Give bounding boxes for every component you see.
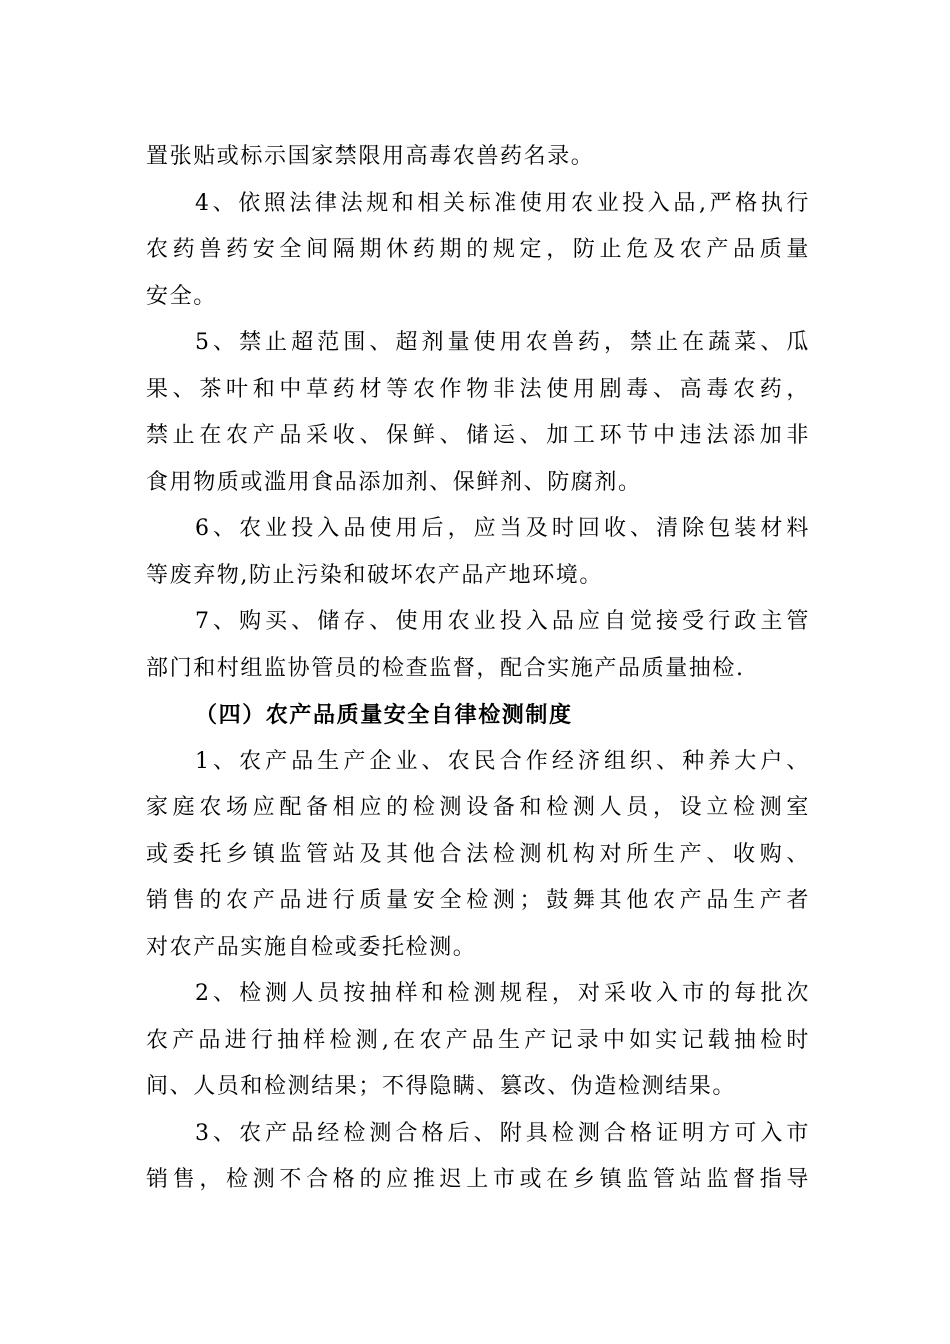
- paragraph-line: 销售的农产品进行质量安全检测；鼓舞其他农产品生产者: [146, 888, 810, 913]
- paragraph-line: 农药兽药安全间隔期休药期的规定，防止危及农产品质量: [146, 237, 810, 262]
- paragraph-line: 安全。: [146, 283, 217, 309]
- paragraph-line: 果、茶叶和中草药材等农作物非法使用剧毒、高毒农药，: [146, 376, 810, 402]
- paragraph-line: 禁止在农产品采收、保鲜、储运、加工环节中违法添加非: [146, 423, 810, 448]
- paragraph-line: 销售，检测不合格的应推迟上市或在乡镇监管站监督指导: [146, 1167, 810, 1192]
- paragraph-line: 食用物质或滥用食品添加剂、保鲜剂、防腐剂。: [146, 469, 642, 495]
- document-body: [146, 134, 810, 1204]
- paragraph-line: 6、农业投入品使用后，应当及时回收、清除包装材料: [195, 516, 810, 541]
- paragraph-line: 4、依照法律法规和相关标准使用农业投入品,严格执行: [195, 190, 810, 216]
- paragraph-line: 5、禁止超范围、超剂量使用农兽药，禁止在蔬菜、瓜: [195, 330, 810, 355]
- paragraph-line: 家庭农场应配备相应的检测设备和检测人员，设立检测室: [146, 795, 810, 820]
- paragraph-line: 置张贴或标示国家禁限用高毒农兽药名录。: [146, 144, 595, 169]
- paragraph-line: 等废弃物,防止污染和破坏农产品产地环境。: [146, 562, 603, 588]
- paragraph-line: 农产品进行抽样检测,在农产品生产记录中如实记载抽检时: [146, 1027, 810, 1053]
- paragraph-line: 3、农产品经检测合格后、附具检测合格证明方可入市: [195, 1120, 810, 1146]
- paragraph-line: 或委托乡镇监管站及其他合法检测机构对所生产、收购、: [146, 841, 810, 867]
- paragraph-line: 1、农产品生产企业、农民合作经济组织、种养大户、: [195, 748, 810, 774]
- paragraph-line: 2、检测人员按抽样和检测规程，对采收入市的每批次: [195, 981, 810, 1006]
- paragraph-line: 7、购买、储存、使用农业投入品应自觉接受行政主管: [195, 609, 810, 634]
- paragraph-line: 部门和村组监协管员的检查监督，配合实施产品质量抽检.: [146, 655, 745, 681]
- section-heading: （四）农产品质量安全自律检测制度: [195, 702, 573, 728]
- paragraph-line: 间、人员和检测结果；不得隐瞒、篡改、伪造检测结果。: [146, 1074, 737, 1099]
- paragraph-line: 对农产品实施自检或委托检测。: [146, 934, 477, 960]
